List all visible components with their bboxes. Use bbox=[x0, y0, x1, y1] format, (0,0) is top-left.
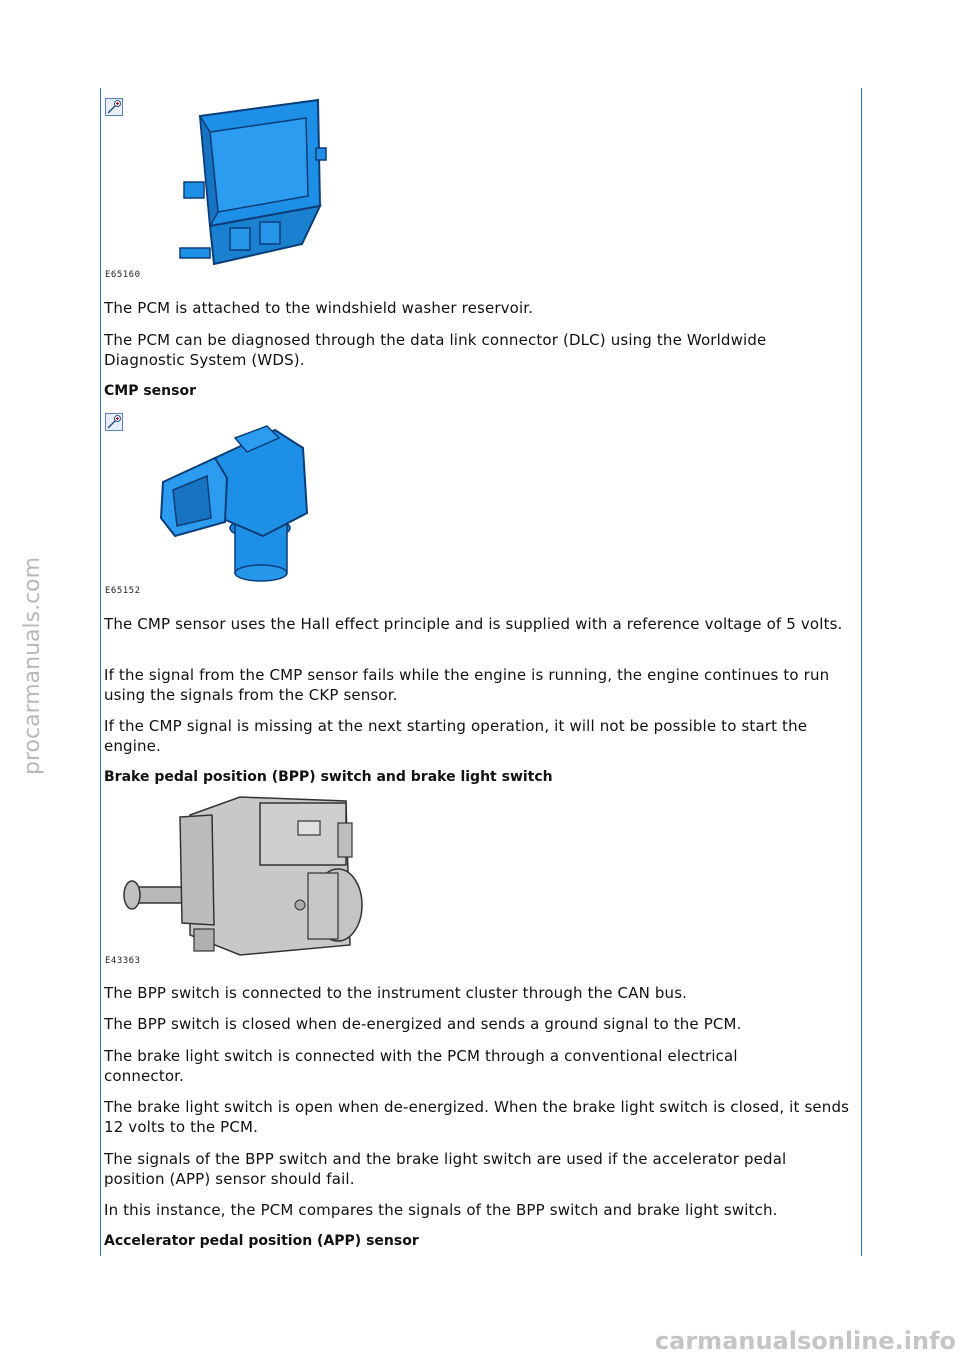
paragraph: The CMP sensor uses the Hall effect principle and is supplied with a reference voltage of 5 volts. bbox=[104, 615, 843, 633]
figure-label: E43363 bbox=[105, 956, 141, 966]
paragraph: The BPP switch is closed when de-energized and sends a ground signal to the PCM. bbox=[104, 1015, 742, 1033]
bottom-watermark: carmanualsonline.info bbox=[654, 1327, 956, 1355]
section-heading: Accelerator pedal position (APP) sensor bbox=[104, 1233, 419, 1249]
paragraph: The brake light switch is connected with the PCM through a conventional electrical connector. bbox=[104, 1047, 738, 1085]
cmp-sensor-image bbox=[155, 418, 320, 586]
zoom-icon[interactable] bbox=[105, 413, 123, 431]
paragraph: If the CMP signal is missing at the next starting operation, it will not be possible to start the engine. bbox=[104, 717, 808, 755]
side-watermark: procarmanuals.com bbox=[20, 556, 45, 775]
figure-label: E65152 bbox=[105, 586, 141, 596]
paragraph: The PCM is attached to the windshield washer reservoir. bbox=[104, 299, 534, 317]
figure-label: E65160 bbox=[105, 270, 141, 280]
paragraph: The BPP switch is connected to the instrument cluster through the CAN bus. bbox=[104, 984, 688, 1002]
paragraph: In this instance, the PCM compares the signals of the BPP switch and brake light switch. bbox=[104, 1201, 778, 1219]
zoom-icon[interactable] bbox=[105, 98, 123, 116]
paragraph: The PCM can be diagnosed through the data link connector (DLC) using the Worldwide Diagnostic System (WDS). bbox=[104, 331, 767, 369]
section-heading: Brake pedal position (BPP) switch and brake light switch bbox=[104, 769, 553, 785]
pcm-module-image bbox=[170, 96, 330, 271]
bpp-switch-image bbox=[120, 795, 370, 960]
paragraph: If the signal from the CMP sensor fails while the engine is running, the engine continues to run using the signals from the CKP sensor. bbox=[104, 666, 830, 704]
section-heading: CMP sensor bbox=[104, 383, 196, 399]
paragraph: The signals of the BPP switch and the brake light switch are used if the accelerator pedal position (APP) sensor should fail. bbox=[104, 1150, 787, 1188]
paragraph: The brake light switch is open when de-energized. When the brake light switch is closed, it sends 12 volts to the PCM. bbox=[104, 1098, 850, 1136]
